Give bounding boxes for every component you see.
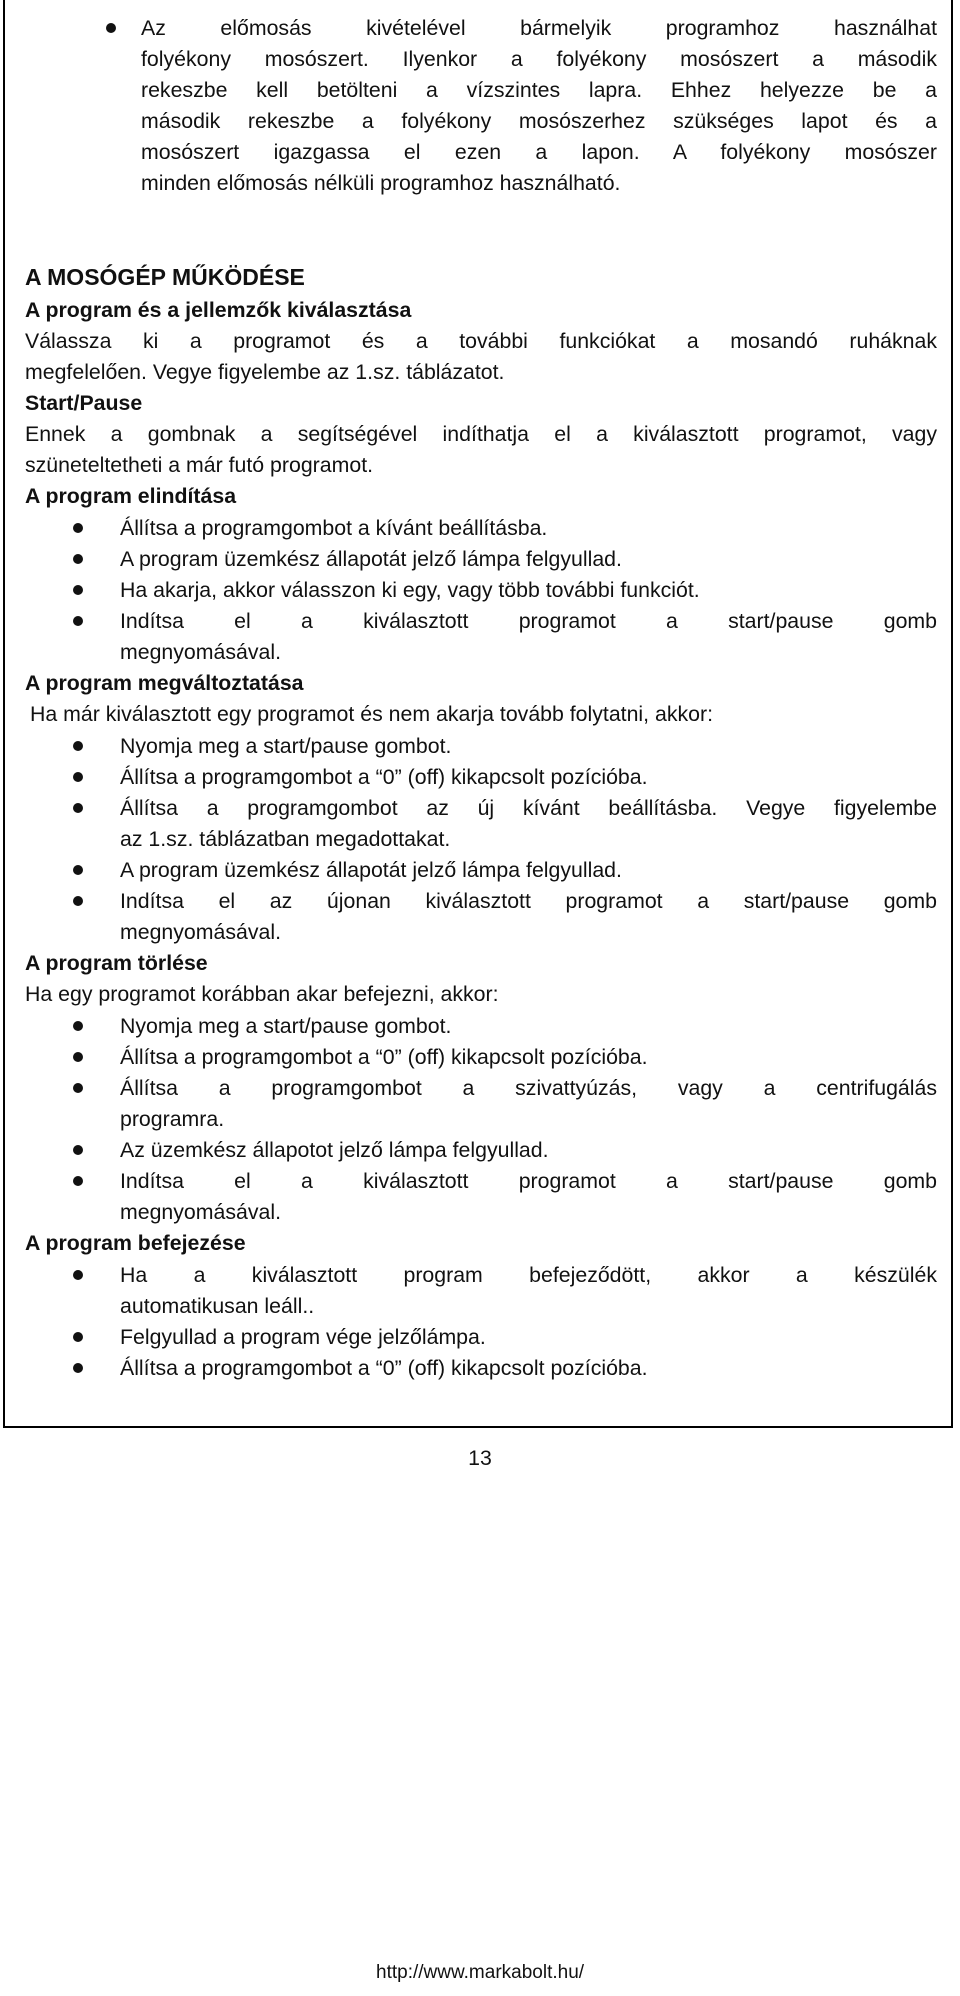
list-item: Indítsa el a kiválasztott programot a start/pause gomb <box>120 1169 937 1193</box>
list-item: Felgyullad a program vége jelzőlámpa. <box>120 1325 486 1349</box>
intro-line: második rekeszbe a folyékony mosószerhez szükséges lapot és a <box>141 109 937 133</box>
section-heading: A program befejezése <box>25 1231 246 1255</box>
list-item: Állítsa a programgombot a “0” (off) kikapcsolt pozícióba. <box>120 1356 648 1380</box>
list-item: Ha a kiválasztott program befejeződött, akkor a készülék <box>120 1263 937 1287</box>
bullet-icon <box>73 1083 83 1093</box>
list-item: Állítsa a programgombot a “0” (off) kikapcsolt pozícióba. <box>120 765 648 789</box>
list-item-continuation: programra. <box>120 1107 225 1131</box>
bullet-icon <box>73 772 83 782</box>
list-item: Nyomja meg a start/pause gombot. <box>120 734 452 758</box>
section-heading: A program elindítása <box>25 484 237 508</box>
bullet-icon <box>73 1021 83 1031</box>
bullet-icon <box>73 803 83 813</box>
list-item-continuation: megnyomásával. <box>120 1200 281 1224</box>
intro-line: folyékony mosószert. Ilyenkor a folyékony mosószert a második <box>141 47 937 71</box>
bullet-icon <box>73 1270 83 1280</box>
list-item-continuation: megnyomásával. <box>120 920 281 944</box>
list-item-continuation: megnyomásával. <box>120 640 281 664</box>
list-item: Ha akarja, akkor válasszon ki egy, vagy több további funkciót. <box>120 578 700 602</box>
intro-line: minden előmosás nélküli programhoz használható. <box>141 171 621 195</box>
bullet-icon <box>73 523 83 533</box>
section-heading: A program törlése <box>25 951 208 975</box>
list-item-continuation: automatikusan leáll.. <box>120 1294 315 1318</box>
bullet-icon <box>73 1332 83 1342</box>
footer-url <box>0 1962 960 1984</box>
bullet-icon <box>73 585 83 595</box>
footer-url-text: http://www.markabolt.hu/ <box>376 1962 585 1983</box>
bullet-icon <box>106 23 116 33</box>
list-item: Állítsa a programgombot a szivattyúzás, vagy a centrifugálás <box>120 1076 937 1100</box>
list-item: Állítsa a programgombot a kívánt beállításba. <box>120 516 548 540</box>
list-item-continuation: az 1.sz. táblázatban megadottakat. <box>120 827 451 851</box>
paragraph-line: Ha egy programot korábban akar befejezni, akkor: <box>25 982 499 1006</box>
list-item: Indítsa el a kiválasztott programot a start/pause gomb <box>120 609 937 633</box>
paragraph-line: Ha már kiválasztott egy programot és nem akarja tovább folytatni, akkor: <box>30 702 713 726</box>
section-heading: Start/Pause <box>25 391 143 415</box>
bullet-icon <box>73 1363 83 1373</box>
intro-line: rekeszbe kell betölteni a vízszintes lapra. Ehhez helyezze be a <box>141 78 937 102</box>
bullet-icon <box>73 896 83 906</box>
list-item: Állítsa a programgombot az új kívánt beállításba. Vegye figyelembe <box>120 796 937 820</box>
list-item: Az üzemkész állapotot jelző lámpa felgyullad. <box>120 1138 549 1162</box>
list-item: Indítsa el az újonan kiválasztott programot a start/pause gomb <box>120 889 937 913</box>
paragraph-line: Ennek a gombnak a segítségével indíthatja el a kiválasztott programot, vagy <box>25 422 937 446</box>
paragraph-line: megfelelően. Vegye figyelembe az 1.sz. táblázatot. <box>25 360 505 384</box>
section-heading: A program és a jellemzők kiválasztása <box>25 298 412 322</box>
list-item: A program üzemkész állapotát jelző lámpa felgyullad. <box>120 547 622 571</box>
bullet-icon <box>73 865 83 875</box>
paragraph-line: szüneteltetheti a már futó programot. <box>25 453 374 477</box>
page-title: A MOSÓGÉP MŰKÖDÉSE <box>25 264 305 290</box>
list-item: Nyomja meg a start/pause gombot. <box>120 1014 452 1038</box>
bullet-icon <box>73 1176 83 1186</box>
list-item: Állítsa a programgombot a “0” (off) kikapcsolt pozícióba. <box>120 1045 648 1069</box>
paragraph-line: Válassza ki a programot és a további funkciókat a mosandó ruháknak <box>25 329 937 353</box>
bullet-icon <box>73 741 83 751</box>
intro-line: mosószert igazgassa el ezen a lapon. A folyékony mosószer <box>141 140 937 164</box>
intro-line: Az előmosás kivételével bármelyik programhoz használhat <box>141 16 937 40</box>
bullet-icon <box>73 554 83 564</box>
bullet-icon <box>73 1052 83 1062</box>
bullet-icon <box>73 1145 83 1155</box>
bullet-icon <box>73 616 83 626</box>
page-number: 13 <box>468 1446 492 1470</box>
section-heading: A program megváltoztatása <box>25 671 304 695</box>
list-item: A program üzemkész állapotát jelző lámpa felgyullad. <box>120 858 622 882</box>
